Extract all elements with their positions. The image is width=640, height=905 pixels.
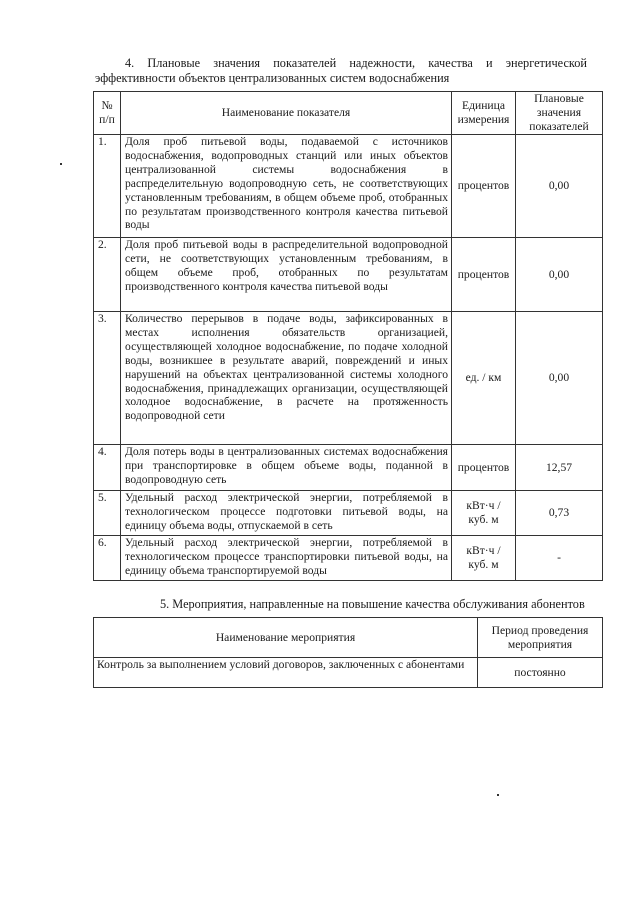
measure-period: постоянно: [478, 658, 603, 688]
column-header-name: Наименование показателя: [121, 92, 452, 135]
scan-speck: [60, 163, 62, 165]
column-header-measure-name: Наименование мероприятия: [94, 618, 478, 658]
indicator-name: Количество перерывов в подаче воды, зафиксированных в местах исполнения обязательств организацией, осуществляющей холодное водоснабжение, по подаче холодной воды, возникшее в результате аварий, повреждений и иных нарушений на объектах централизованной системы холодного водоснабжения, принадлежащих организации, осуществляющей холодное водоснабжение, в расчете на протяженность водопроводной сети: [121, 312, 452, 445]
table-row: [94, 536, 603, 581]
indicator-name: Доля проб питьевой воды, подаваемой с источников водоснабжения, водопроводных станций или иных объектов централизованной системы водоснабжения в распределительную водопроводную сеть, не соответствующих установленным требованиям, в общем объеме проб, отобранных по результатам производственного контроля качества питьевой воды: [121, 135, 452, 238]
table-row: [94, 238, 603, 312]
measures-table: [93, 617, 603, 688]
indicator-value: 0,00: [516, 312, 603, 445]
indicator-name: Доля потерь воды в централизованных системах водоснабжения при транспортировке в общем объеме воды, поданной в водопроводную сеть: [121, 445, 452, 491]
column-header-unit: Единица измерения: [452, 92, 516, 135]
measures-header-row: [94, 618, 603, 658]
row-number: 4.: [94, 445, 121, 491]
indicator-name: Удельный расход электрической энергии, потребляемой в технологическом процессе подготовки питьевой воды, на единицу объема воды, отпускаемой в сеть: [121, 491, 452, 536]
indicator-value: 0,00: [516, 238, 603, 312]
indicator-unit: процентов: [452, 135, 516, 238]
indicators-header-row: [94, 92, 603, 135]
indicator-unit: кВт·ч / куб. м: [452, 536, 516, 581]
table-row: [94, 445, 603, 491]
section-5-title: 5. Мероприятия, направленные на повышение качества обслуживания абонентов: [160, 597, 585, 611]
indicator-unit: процентов: [452, 238, 516, 312]
indicator-value: 0,00: [516, 135, 603, 238]
column-header-value: Плановые значения показателей: [516, 92, 603, 135]
row-number: 1.: [94, 135, 121, 238]
table-row: [94, 135, 603, 238]
row-number: 3.: [94, 312, 121, 445]
row-number: 5.: [94, 491, 121, 536]
row-number: 6.: [94, 536, 121, 581]
scan-speck: [497, 794, 499, 796]
indicator-name: Доля проб питьевой воды в распределительной водопроводной сети, не соответствующих установленным требованиям, в общем объеме проб, отобранных по результатам производственного контроля качества питьевой воды: [121, 238, 452, 312]
indicator-unit: процентов: [452, 445, 516, 491]
measure-name: Контроль за выполнением условий договоров, заключенных с абонентами: [94, 658, 478, 688]
indicator-unit: кВт·ч / куб. м: [452, 491, 516, 536]
indicator-name: Удельный расход электрической энергии, потребляемой в технологическом процессе транспортировки питьевой воды, на единицу объема транспортируемой воды: [121, 536, 452, 581]
row-number: 2.: [94, 238, 121, 312]
indicator-unit: ед. / км: [452, 312, 516, 445]
table-row: [94, 658, 603, 688]
table-row: [94, 491, 603, 536]
column-header-num: № п/п: [94, 92, 121, 135]
indicators-table: [93, 91, 603, 581]
column-header-period: Период проведения мероприятия: [478, 618, 603, 658]
indicator-value: 12,57: [516, 445, 603, 491]
indicator-value: -: [516, 536, 603, 581]
table-row: [94, 312, 603, 445]
indicator-value: 0,73: [516, 491, 603, 536]
section-4-title-line-2: эффективности объектов централизованных систем водоснабжения: [95, 71, 450, 85]
section-4-title-line-1: 4. Плановые значения показателей надежности, качества и энергетической: [125, 56, 587, 70]
